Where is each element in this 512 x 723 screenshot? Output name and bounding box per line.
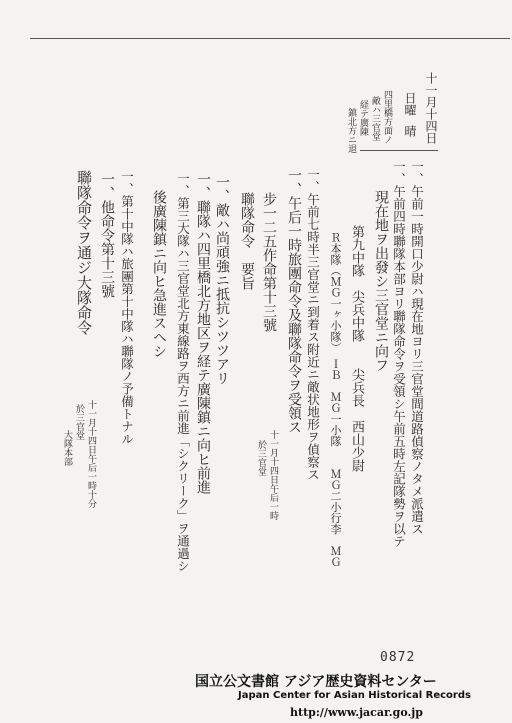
entry-line: 第九中隊 尖兵中隊 尖兵長 西山少尉 xyxy=(349,225,364,472)
entry-line: 一、他命令第十三號 xyxy=(99,172,115,298)
header-note: 四里橋方面ノ xyxy=(382,90,392,144)
entry-line: 一、聯隊ハ四里橋北方地区ヲ経テ廣陳鎮ニ向ヒ前進 xyxy=(195,172,211,494)
archive-name-jp: 国立公文書館 アジア歴史資料センター xyxy=(195,674,437,690)
header-note: 経テ廣陳 xyxy=(358,100,368,136)
header-note: 鎮北方ニ退 xyxy=(346,108,356,153)
weekday-label: 日曜 xyxy=(403,92,417,116)
entry-line: Ｒ本隊（ＭＧ一ヶ小隊） ＩＢ ＭＧ一小隊 ＭＧ二小行李 ＭＧ xyxy=(329,232,342,568)
top-border-line xyxy=(30,38,510,39)
entry-line: 一、午后一時旅團命令及聯隊命令ヲ受領ス xyxy=(286,168,302,434)
entry-line: 一、第三大隊ハ三官堂北方東線路ヲ西方ニ前進「シクリーク」ヲ通過シ xyxy=(175,172,191,572)
entry-line: 一、午前一時開口少尉ハ現在地ヨリ三官堂間道路偵察ノタメ派遣ス xyxy=(409,160,425,535)
page-number: 0872 xyxy=(380,650,416,665)
margin-note: 大隊本部 xyxy=(62,430,72,466)
order-heading: 聯隊命令 要旨 xyxy=(239,192,255,290)
order-title: 聯隊命令ヲ通ジ大隊命令 xyxy=(75,170,93,335)
margin-note: 十一月十四日午后一時十分 xyxy=(86,400,96,508)
archive-url[interactable]: http://www.jacar.go.jp xyxy=(290,706,423,719)
entry-line: 一、午前七時半三官堂ニ到着ス附近ニ敵状地形ヲ偵察ス xyxy=(305,168,321,481)
weather-value: 晴 xyxy=(403,125,417,137)
date-header: 十一月十四日 xyxy=(424,72,438,144)
entry-line: 一、第十中隊ハ旅團第十中隊ハ聯隊ノ予備トナル xyxy=(119,170,135,445)
margin-note: 於三官堂 xyxy=(74,404,84,440)
entry-line: 一、敵ハ尚頑強ニ抵抗シツツアリ xyxy=(214,175,230,385)
archive-name-en: Japan Center for Asian Historical Records xyxy=(238,690,471,701)
entry-line: 一、午前四時聯隊本部ヨリ聯隊命令ヲ受領シ午前五時左記隊勢ヲ以テ xyxy=(391,160,407,548)
entry-line: 後廣陳鎮ニ向ヒ急進スヘシ xyxy=(151,190,167,358)
header-note: 敵ハ三官堂 xyxy=(370,96,380,141)
margin-note: 於三官堂 xyxy=(256,440,266,476)
margin-note: 十一月十四日午后一時 xyxy=(268,430,278,520)
header-divider-line xyxy=(360,150,438,151)
order-number: 步一二五作命第十三號 xyxy=(261,192,277,332)
entry-line: 現在地ヲ出發シ三官堂ニ向フ xyxy=(373,190,389,372)
